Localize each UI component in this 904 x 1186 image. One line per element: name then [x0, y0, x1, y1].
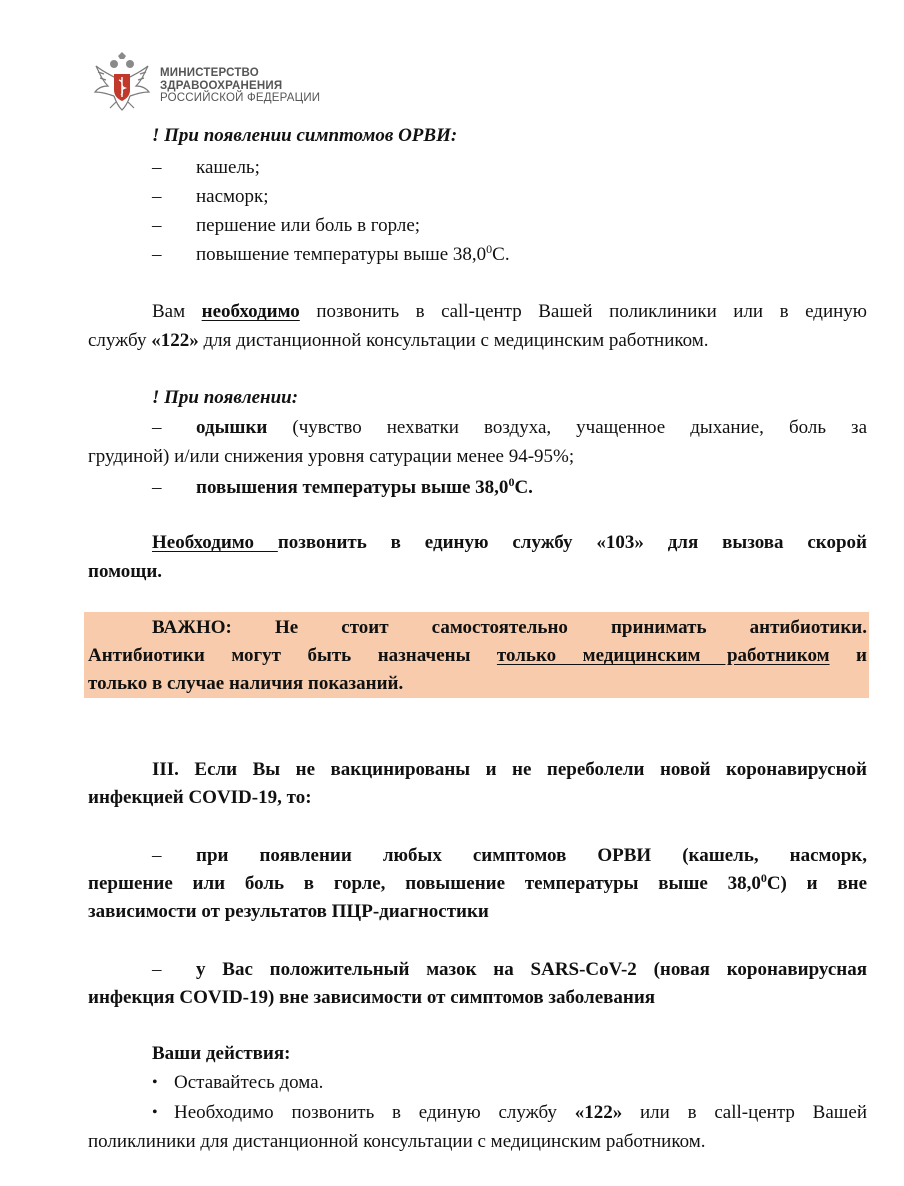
degree-sup: 0 — [508, 475, 515, 489]
condition-1-line-2 — [88, 870, 867, 898]
condition-1-line-1: при появлении любых симптомов ОРВИ (кашель, насморк, — [196, 845, 867, 866]
dash: – — [152, 477, 162, 498]
text-span: (чувство нехватки воздуха, учащенное дыхание, боль за — [267, 417, 867, 438]
high-temperature-item — [196, 474, 533, 502]
degree-sup: 0 — [486, 242, 493, 256]
symptom-item: першение или боль в горле; — [196, 215, 421, 236]
text-span: С. — [514, 477, 533, 498]
dash: – — [152, 417, 162, 438]
warning-line-1: ВАЖНО: Не стоит самостоятельно принимать антибиотики. — [152, 617, 867, 638]
text-span: С) и вне — [766, 873, 867, 894]
warning-line-3: только в случае наличия показаний. — [88, 673, 404, 694]
condition-1-line-3: зависимости от результатов ПЦР-диагностики — [88, 901, 489, 922]
text-span: повышения температуры выше 38,0 — [196, 477, 509, 498]
section-3-heading-line-2: инфекцией COVID-19, то: — [88, 787, 312, 808]
logo-line-1: МИНИСТЕРСТВО — [160, 67, 259, 79]
only-medical-worker: только медицинским работником — [496, 645, 830, 666]
condition-2-line-1: у Вас положительный мазок на SARS-CoV-2 (новая коронавирусная — [196, 959, 867, 980]
logo-line-2: ЗДРАВООХРАНЕНИЯ — [160, 79, 283, 92]
call-103-line-2: помощи. — [88, 561, 163, 582]
ministry-logo — [92, 52, 342, 116]
emphasis-necessary: необходимо — [201, 301, 300, 322]
action-stay-home: Оставайтесь дома. — [174, 1072, 324, 1093]
action-call-line-2: поликлиники для дистанционной консультации с медицинским работником. — [88, 1131, 706, 1152]
temp-unit: С. — [492, 244, 510, 265]
bullet-icon: • — [152, 1074, 158, 1091]
text-span: Вам — [152, 301, 202, 322]
text-span: Необходимо позвонить в единую службу — [174, 1102, 575, 1123]
double-headed-eagle-emblem-icon — [92, 52, 152, 114]
service-122: «122» — [574, 1102, 623, 1123]
call-center-paragraph-line-1 — [152, 298, 867, 326]
symptom-item: насморк; — [196, 186, 269, 207]
emphasis-necessary: Необходимо — [152, 532, 278, 553]
logo-line-3: РОССИЙСКОЙ ФЕДЕРАЦИИ — [160, 92, 321, 104]
section-3-heading-line-1: III. Если Вы не вакцинированы и не переболели новой коронавирусной — [152, 759, 867, 780]
dash: – — [152, 215, 162, 236]
text-span: позвонить в единую службу «103» для вызова скорой — [277, 532, 868, 553]
orvi-symptoms-heading: ! При появлении симптомов ОРВИ: — [152, 125, 458, 146]
dash: – — [152, 959, 162, 980]
call-103-line-1 — [152, 529, 867, 557]
symptom-item — [196, 241, 510, 269]
service-122: «122» — [151, 330, 199, 351]
text-span: и — [829, 645, 868, 666]
ministry-name — [160, 67, 320, 105]
dash: – — [152, 244, 162, 265]
dyspnea-item-line-2: грудиной) и/или снижения уровня сатурации менее 94-95%; — [88, 446, 575, 467]
warning-line-2 — [88, 642, 867, 670]
text-span: или в call-центр Вашей — [622, 1102, 867, 1123]
temp-text: повышение температуры выше 38,0 — [196, 244, 487, 265]
emergency-heading: ! При появлении: — [152, 387, 299, 408]
degree-sup: 0 — [760, 871, 767, 885]
dyspnea-item-line-1 — [196, 414, 867, 442]
bullet-icon: • — [152, 1104, 158, 1121]
your-actions-heading: Ваши действия: — [152, 1043, 291, 1064]
text-span: службу — [88, 330, 152, 351]
dash: – — [152, 157, 162, 178]
action-call-line-1 — [174, 1099, 867, 1127]
dash: – — [152, 186, 162, 207]
text-span: Антибиотики могут быть назначены — [88, 645, 497, 666]
text-span: позвонить в call-центр Вашей поликлиники или в единую — [299, 301, 867, 322]
condition-2-line-2: инфекция COVID-19) вне зависимости от симптомов заболевания — [88, 987, 656, 1008]
dash: – — [152, 845, 162, 866]
text-span: для дистанционной консультации с медицинским работником. — [198, 330, 709, 351]
text-span: першение или боль в горле, повышение температуры выше 38,0 — [88, 873, 761, 894]
call-center-paragraph-line-2 — [88, 327, 709, 355]
dyspnea-term: одышки — [196, 417, 268, 438]
symptom-item: кашель; — [196, 157, 260, 178]
